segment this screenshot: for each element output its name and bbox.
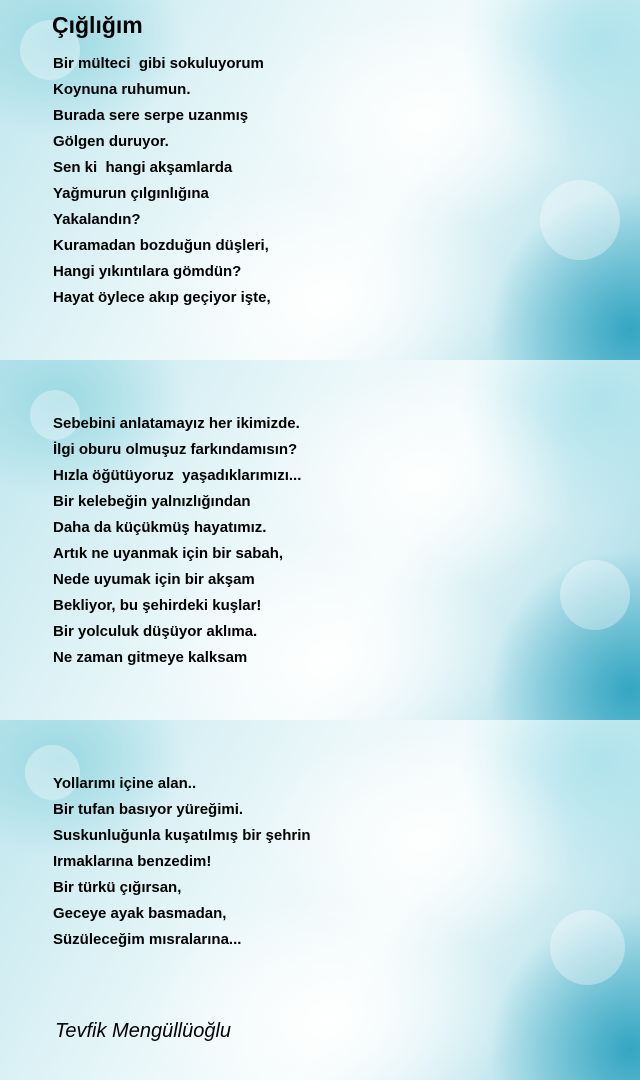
poem-author: Tevfik Mengüllüoğlu: [55, 1020, 232, 1042]
poem-panel-3: [0, 720, 640, 1080]
poem-line: Yakalandın?: [53, 211, 141, 228]
poem-line: Bekliyor, bu şehirdeki kuşlar!: [53, 597, 262, 614]
stanza-3: [53, 771, 311, 953]
poem-line: Irmaklarına benzedim!: [53, 853, 212, 870]
bokeh-light: [550, 910, 625, 985]
bokeh-light: [560, 560, 630, 630]
stanza-2: [53, 411, 301, 671]
poem-line: Bir yolculuk düşüyor aklıma.: [53, 623, 258, 640]
bokeh-light: [540, 180, 620, 260]
poem-line: Bir mülteci gibi sokuluyorum: [53, 55, 264, 72]
poem-line: Yağmurun çılgınlığına: [53, 185, 209, 202]
poem-line: Artık ne uyanmak için bir sabah,: [53, 545, 284, 562]
poem-line: Hangi yıkıntılara gömdün?: [53, 263, 242, 280]
poem-line: Ne zaman gitmeye kalksam: [53, 649, 248, 666]
poem-line: Hızla öğütüyoruz yaşadıklarımızı...: [53, 467, 302, 484]
poem-panel-1: [0, 0, 640, 360]
stanza-1: [53, 51, 271, 311]
poem-line: Yollarımı içine alan..: [53, 775, 197, 792]
poem-line: Nede uyumak için bir akşam: [53, 571, 255, 588]
poem-line: Koynuna ruhumun.: [53, 81, 191, 98]
poem-line: İlgi oburu olmuşuz farkındamısın?: [53, 441, 298, 458]
poem-line: Sebebini anlatamayız her ikimizde.: [53, 415, 300, 432]
poem-title: Çığlığım: [52, 12, 143, 38]
poem-line: Geceye ayak basmadan,: [53, 905, 227, 922]
poem-line: Bir türkü çığırsan,: [53, 879, 182, 896]
poem-line: Sen ki hangi akşamlarda: [53, 159, 233, 176]
poem-line: Suskunluğunla kuşatılmış bir şehrin: [53, 827, 311, 844]
poem-line: Kuramadan bozduğun düşleri,: [53, 237, 269, 254]
poem-line: Gölgen duruyor.: [53, 133, 169, 150]
poem-line: Daha da küçükmüş hayatımız.: [53, 519, 267, 536]
poem-panel-2: [0, 360, 640, 720]
poem-line: Süzüleceğim mısralarına...: [53, 931, 242, 948]
poem-line: Bir tufan basıyor yüreğimi.: [53, 801, 244, 818]
poem-line: Bir kelebeğin yalnızlığından: [53, 493, 251, 510]
poem-line: Hayat öylece akıp geçiyor işte,: [53, 289, 271, 306]
poem-line: Burada sere serpe uzanmış: [53, 107, 249, 124]
